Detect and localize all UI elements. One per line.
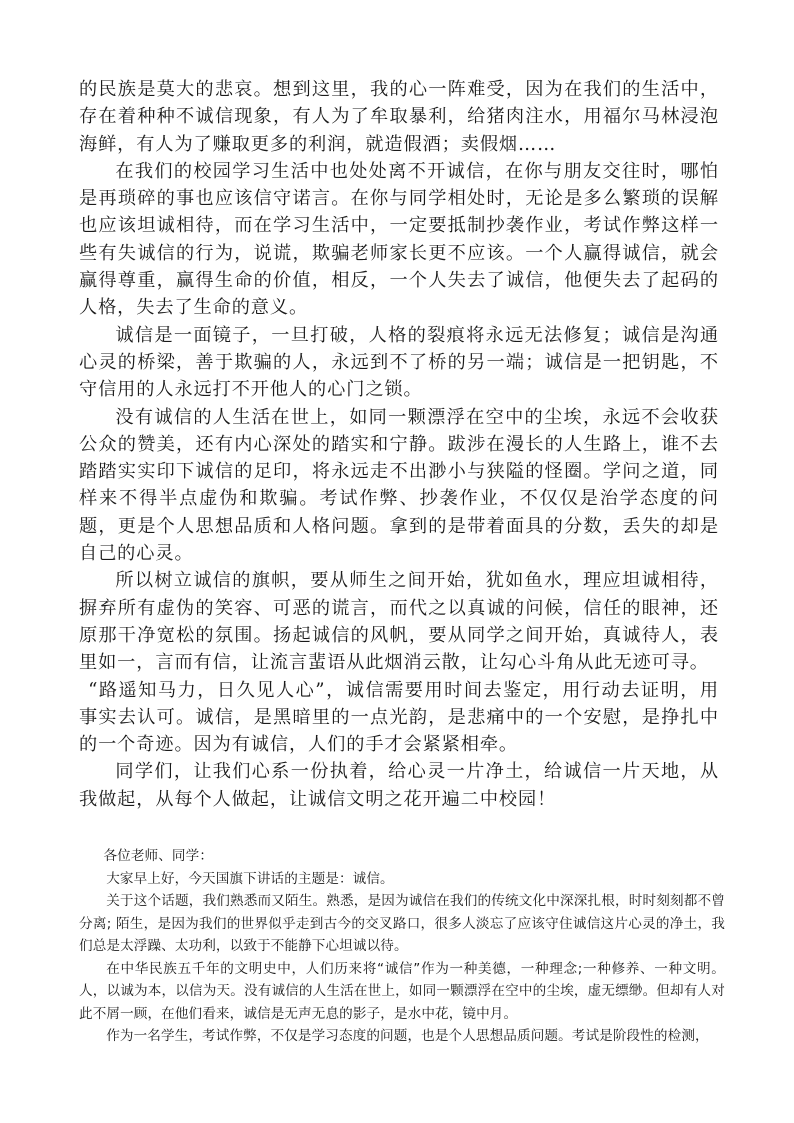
paragraph: 在中华民族五千年的文明史中，人们历来将“诚信”作为一种美德，一种理念;一种修养、一种文明。人，以诚为本，以信为天。没有诚信的人生活在世上，如同一颗漂浮在空中的尘埃，虚无缥缈。但却有人对此不屑一顾，在他们看来，诚信是无声无息的影子，是水中花，镜中月。 [79, 960, 725, 1022]
speech-body-lower [79, 845, 725, 1048]
paragraph: 诚信是一面镜子，一旦打破，人格的裂痕将永远无法修复；诚信是沟通心灵的桥梁，善于欺骗的人，永远到不了桥的另一端；诚信是一把钥匙，不守信用的人永远打不开他人的心门之锁。 [79, 324, 719, 401]
paragraph: 同学们，让我们心系一份执着，给心灵一片净土，给诚信一片天地，从我做起，从每个人做起，让诚信文明之花开遍二中校园！ [79, 761, 719, 810]
speech-body-upper [79, 76, 719, 813]
paragraph: 所以树立诚信的旗帜，要从师生之间开始，犹如鱼水，理应坦诚相待，摒弃所有虚伪的笑容、可恶的谎言，而代之以真诚的问候，信任的眼神，还原那干净宽松的氛围。扬起诚信的风帆，要从同学之间开始，真诚待人，表里如一，言而有信，让流言蜚语从此烟消云散，让勾心斗角从此无迹可寻。 [79, 570, 719, 674]
paragraph: 作为一名学生，考试作弊，不仅是学习态度的问题，也是个人思想品质问题。考试是阶段性的检测， [106, 1028, 709, 1044]
salutation: 各位老师、同学： [103, 848, 214, 864]
paragraph: 的民族是莫大的悲哀。想到这里，我的心一阵难受，因为在我们的生活中，存在着种种不诚信现象，有人为了牟取暴利，给猪肉注水，用福尔马林浸泡海鲜，有人为了赚取更多的利润，就造假酒；卖假烟…… [79, 79, 719, 155]
paragraph: “路遥知马力，日久见人心”，诚信需要用时间去鉴定，用行动去证明，用事实去认可。诚信，是黑暗里的一点光韵，是悲痛中的一个安慰，是挣扎中的一个奇迹。因为有诚信，人们的手才会紧紧相牵。 [79, 679, 719, 756]
paragraph: 关于这个话题，我们熟悉而又陌生。熟悉，是因为诚信在我们的传统文化中深深扎根，时时刻刻都不曾分离; 陌生，是因为我们的世界似乎走到古今的交叉路口，很多人淡忘了应该守住诚信这片心灵的净土，我们总是太浮躁、太功利，以致于不能静下心坦诚以待。 [79, 893, 725, 954]
paragraph: 在我们的校园学习生活中也处处离不开诚信，在你与朋友交往时，哪怕是再琐碎的事也应该信守诺言。在你与同学相处时，无论是多么繁琐的误解也应该坦诚相待，而在学习生活中，一定要抵制抄袭作业，考试作弊这样一些有失诚信的行为，说谎，欺骗老师家长更不应该。一个人赢得诚信，就会赢得尊重，赢得生命的价值，相反，一个人失去了诚信，他便失去了起码的人格，失去了生命的意义。 [79, 160, 719, 319]
paragraph: 大家早上好，今天国旗下讲话的主题是：诚信。 [106, 870, 394, 887]
paragraph: 没有诚信的人生活在世上，如同一颗漂浮在空中的尘埃，永远不会收获公众的赞美，还有内心深处的踏实和宁静。跋涉在漫长的人生路上，谁不去踏踏实实印下诚信的足印，将永远走不出渺小与狭隘的怪圈。学问之道，同样来不得半点虚伪和欺骗。考试作弊、抄袭作业，不仅仅是治学态度的问题，更是个人思想品质和人格问题。拿到的是带着面具的分数，丢失的却是自己的心灵。 [79, 406, 719, 565]
